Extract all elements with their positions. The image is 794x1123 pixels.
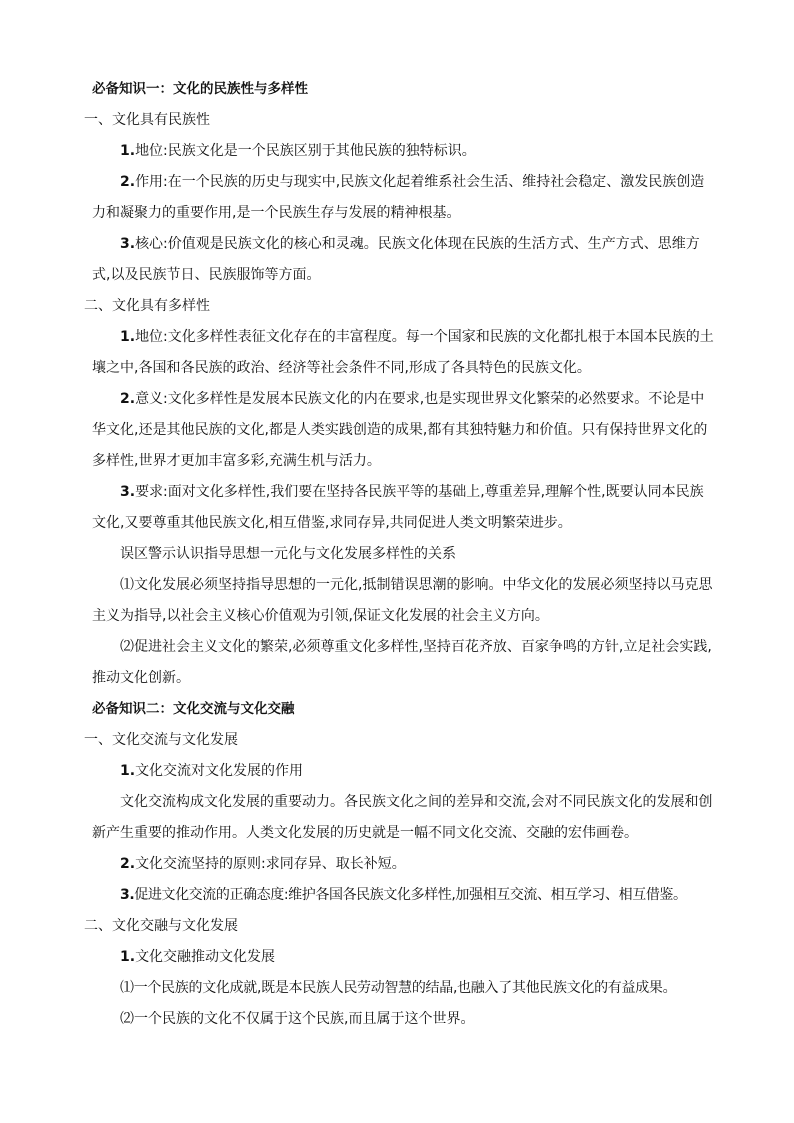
paragraph [92,322,714,384]
paragraph [92,756,714,787]
document-body [84,74,714,1035]
subsection-heading: 一、文化具有民族性 [84,112,210,128]
paragraph [92,849,714,880]
item-number: 2. [120,391,136,407]
paragraph: ⑴文化发展必须坚持指导思想的一元化,抵制错误思潮的影响。中华文化的发展必须坚持以马克思主义为指导,以社会主义核心价值观为引领,保证文化发展的社会主义方向。 [92,577,713,624]
warning-heading: 误区警示认识指导思想一元化与文化发展多样性的关系 [120,546,456,562]
paragraph-text: 文化交流对文化发展的作用 [135,763,304,779]
paragraph: 文化交流构成文化发展的重要动力。各民族文化之间的差异和交流,会对不同民族文化的发展和创新产生重要的推动作用。人类文化发展的历史就是一幅不同文化交流、交融的宏伟画卷。 [92,794,713,841]
paragraph-text: 地位:民族文化是一个民族区别于其他民族的独特标识。 [135,143,476,159]
subsection-heading: 一、文化交流与文化发展 [84,732,238,748]
paragraph-text: 地位:文化多样性表征文化存在的丰富程度。每一个国家和民族的文化都扎根于本国本民族的土壤之中,各国和各民族的政治、经济等社会条件不同,形成了各具特色的民族文化。 [92,329,714,376]
list-item: ⑵一个民族的文化不仅属于这个民族,而且属于这个世界。 [120,1011,475,1027]
section-title: 必备知识一：文化的民族性与多样性 [92,81,308,97]
paragraph-text: 核心:价值观是民族文化的核心和灵魂。民族文化体现在民族的生活方式、生产方式、思维方式,以及民族节日、民族服饰等方面。 [92,236,700,283]
item-number: 2. [120,856,136,872]
paragraph-text: 意义:文化多样性是发展本民族文化的内在要求,也是实现世界文化繁荣的必然要求。不论是中华文化,还是其他民族的文化,都是人类实践创造的成果,都有其独特魅力和价值。只有保持世界文化的多样性,世界才更加丰富多彩,充满生机与活力。 [92,391,708,469]
paragraph-text: 促进文化交流的正确态度:维护各国各民族文化多样性,加强相互交流、相互学习、相互借鉴。 [134,887,687,903]
paragraph-text: 文化交融推动文化发展 [135,949,276,965]
paragraph [92,880,714,911]
paragraph: ⑵促进社会主义文化的繁荣,必须尊重文化多样性,坚持百花齐放、百家争鸣的方针,立足社会实践,推动文化创新。 [92,639,712,686]
item-number: 3. [120,236,136,252]
paragraph [92,477,714,539]
paragraph-text: 要求:面对文化多样性,我们要在坚持各民族平等的基础上,尊重差异,理解个性,既要认同本民族文化,又要尊重其他民族文化,相互借鉴,求同存异,共同促进人类文明繁荣进步。 [92,484,704,531]
section-title: 必备知识二：文化交流与文化交融 [92,701,295,717]
item-number: 1. [120,763,136,779]
item-number: 2. [120,174,136,190]
item-number: 3. [120,887,135,903]
item-number: 1. [120,329,136,345]
subsection-heading: 二、文化具有多样性 [84,298,210,314]
list-item: ⑴一个民族的文化成就,既是本民族人民劳动智慧的结晶,也融入了其他民族文化的有益成果。 [120,980,677,996]
paragraph [92,167,714,229]
paragraph-text: 作用:在一个民族的历史与现实中,民族文化起着维系社会生活、维持社会稳定、激发民族创造力和凝聚力的重要作用,是一个民族生存与发展的精神根基。 [92,174,705,221]
paragraph-text: 文化交流坚持的原则:求同存异、取长补短。 [135,856,406,872]
paragraph [92,136,714,167]
item-number: 1. [120,949,136,965]
subsection-heading: 二、文化交融与文化发展 [84,918,238,934]
item-number: 1. [120,143,136,159]
paragraph [92,229,714,291]
paragraph [92,384,714,477]
paragraph [92,942,714,973]
item-number: 3. [120,484,136,500]
